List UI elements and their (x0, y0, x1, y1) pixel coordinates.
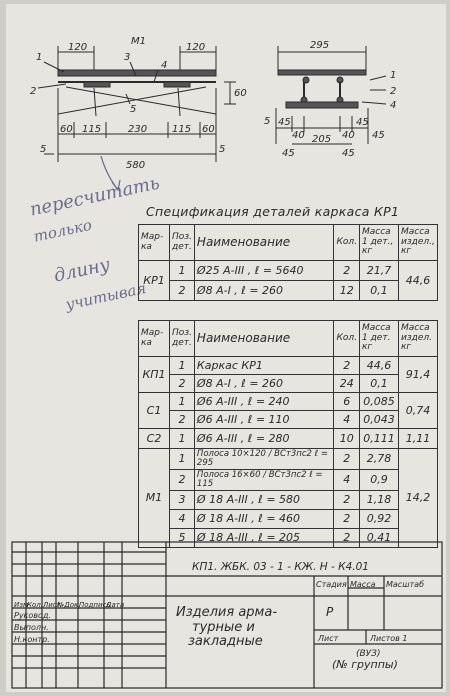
cell-pos: 2 (170, 281, 195, 301)
cell-total: 0,74 (399, 393, 438, 429)
r-dim-b3: 45 (356, 117, 369, 128)
r-dim-b0: 45 (278, 117, 291, 128)
stamp-title-1: Изделия арма- (176, 605, 278, 620)
stage-value: Р (326, 605, 334, 619)
spec2-h-total: Масса издел. кг (399, 321, 438, 357)
cell-mass: 0,043 (360, 411, 399, 429)
pos-1: 1 (36, 52, 43, 63)
sheet-label: Лист (318, 634, 339, 643)
cell-mass: 21,7 (360, 261, 399, 281)
r-dim-s0: 45 (282, 148, 295, 159)
col-date: Дата (106, 601, 125, 609)
cell-name: Ø6 А-III , ℓ = 240 (194, 393, 334, 411)
cell-name: Ø8 А-I , ℓ = 260 (194, 375, 334, 393)
cell-total: 1,11 (399, 429, 438, 449)
cell-mark: С2 (139, 429, 170, 449)
role-head: Руковод. (14, 611, 51, 620)
cell-pos: 3 (170, 491, 195, 510)
cell-qty: 2 (334, 357, 360, 375)
dim-bottom-2: 230 (128, 124, 148, 135)
spec1-h-name: Наименование (194, 225, 334, 261)
col-doc: №Док. (57, 601, 81, 609)
cell-pos: 1 (170, 357, 195, 375)
cell-name: Каркас КР1 (194, 357, 334, 375)
col-list: Лист (43, 601, 61, 609)
cell-qty: 10 (334, 429, 360, 449)
cell-pos: 4 (170, 510, 195, 529)
cell-qty: 24 (334, 375, 360, 393)
mark-left: 5 (40, 144, 47, 155)
dim-total: 580 (126, 160, 146, 171)
spec1-h-qty: Кол. (334, 225, 360, 261)
cell-pos: 2 (170, 411, 195, 429)
org: (ВУЗ) (356, 649, 381, 659)
cell-name: Ø8 А-I , ℓ = 260 (194, 281, 334, 301)
r-pos-2: 2 (390, 86, 397, 97)
handwritten-note-3: длину (52, 254, 112, 287)
handwritten-note-2: только (32, 215, 94, 246)
spec1-total: 44,6 (399, 261, 438, 301)
pos-2: 2 (30, 86, 37, 97)
cell-name: Полоса 10×120 / ВСт3пс2 ℓ = 295 (194, 449, 334, 470)
cell-qty: 2 (334, 491, 360, 510)
r-pos-4: 4 (390, 100, 397, 111)
cell-pos: 1 (170, 393, 195, 411)
cell-name: Ø 18 А-III , ℓ = 460 (194, 510, 334, 529)
cell-pos: 1 (170, 449, 195, 470)
cell-total: 14,2 (399, 449, 438, 548)
dim-bottom-0: 60 (60, 124, 73, 135)
sheets-label: Листов 1 (370, 634, 408, 643)
r-dim-right: 45 (372, 130, 385, 141)
view-title: М1 (131, 36, 146, 47)
cell-mark: КП1 (139, 357, 170, 393)
cell-qty: 2 (334, 449, 360, 470)
stamp-title-3: закладные (188, 634, 263, 649)
group-number: (№ группы) (332, 658, 398, 671)
r-pos-1: 1 (390, 70, 397, 81)
spec1-mark: КР1 (139, 261, 170, 301)
cell-mass: 44,6 (360, 357, 399, 375)
handwritten-note-4: учитывая (64, 279, 148, 314)
cell-mass: 0,1 (360, 281, 399, 301)
cell-mass: 0,085 (360, 393, 399, 411)
title-block (6, 4, 446, 692)
spec1-title: Спецификация деталей каркаса КР1 (146, 204, 400, 219)
dim-top-left: 120 (68, 42, 88, 53)
cell-name: Ø 18 А-III , ℓ = 205 (194, 529, 334, 548)
dim-side: 60 (234, 88, 247, 99)
cell-name: Ø 18 А-III , ℓ = 580 (194, 491, 334, 510)
cell-pos: 2 (170, 375, 195, 393)
cell-pos: 1 (170, 429, 195, 449)
spec2-h-qty: Кол. (334, 321, 360, 357)
drawing-code: КП1. ЖБК. 03 - 1 - КЖ. Н - К4.01 (192, 561, 369, 573)
dim-bottom-4: 60 (202, 124, 215, 135)
pos-3: 3 (124, 52, 131, 63)
scale-label: Масштаб (386, 580, 425, 589)
cell-mass: 1,18 (360, 491, 399, 510)
spec2-h-mass: Масса 1 дет. кг (360, 321, 399, 357)
cell-mass: 0,1 (360, 375, 399, 393)
cell-qty: 6 (334, 393, 360, 411)
spec2-h-pos: Поз. дет. (170, 321, 195, 357)
cell-name: Ø6 А-III , ℓ = 110 (194, 411, 334, 429)
cell-name: Ø25 А-III , ℓ = 5640 (194, 261, 334, 281)
cell-name: Полоса 16×60 / ВСт3пс2 ℓ = 115 (194, 470, 334, 491)
cell-qty: 4 (334, 470, 360, 491)
cell-qty: 12 (334, 281, 360, 301)
dim-bottom-3: 115 (172, 124, 192, 135)
spec2-h-name: Наименование (194, 321, 334, 357)
mark-right: 5 (219, 144, 226, 155)
role-exec: Выполн. (14, 623, 49, 632)
stage-label: Стадия (316, 580, 347, 589)
cell-mass: 0,9 (360, 470, 399, 491)
cell-mark: М1 (139, 449, 170, 548)
dim-top-right: 120 (186, 42, 206, 53)
cell-qty: 4 (334, 411, 360, 429)
spec1-h-pos: Поз. дет. (170, 225, 195, 261)
cell-mass: 0,92 (360, 510, 399, 529)
spec2-h-mark: Мар-ка (139, 321, 170, 357)
cell-mass: 0,41 (360, 529, 399, 548)
mass-label: Масса (350, 580, 376, 589)
r-dim-top: 295 (310, 40, 330, 51)
cell-qty: 2 (334, 510, 360, 529)
cell-mark: С1 (139, 393, 170, 429)
pos-5: 5 (130, 104, 137, 115)
cell-pos: 5 (170, 529, 195, 548)
cell-pos: 1 (170, 261, 195, 281)
cell-qty: 2 (334, 261, 360, 281)
role-control: Н.контр. (14, 635, 50, 644)
handwritten-note-1: пересчитать (28, 172, 162, 221)
spec1-h-total: Масса издел., кг (399, 225, 438, 261)
cell-mass: 0,111 (360, 429, 399, 449)
cell-total: 91,4 (399, 357, 438, 393)
stamp-title-2: турные и (192, 620, 255, 635)
cell-pos: 2 (170, 470, 195, 491)
pos-4: 4 (161, 60, 168, 71)
spec1-h-mass: Масса 1 дет., кг (360, 225, 399, 261)
col-kol: Кол. (27, 601, 43, 609)
col-sign: Подпись (79, 601, 111, 609)
cell-qty: 2 (334, 529, 360, 548)
r-dim-b2: 40 (342, 130, 355, 141)
r-pos-5: 5 (264, 116, 271, 127)
r-dim-s1: 45 (342, 148, 355, 159)
cell-name: Ø6 А-III , ℓ = 280 (194, 429, 334, 449)
dim-bottom-1: 115 (82, 124, 102, 135)
r-dim-mid: 205 (312, 134, 332, 145)
col-izm: Изм (14, 601, 29, 609)
cell-mass: 2,78 (360, 449, 399, 470)
drawing-sheet (6, 4, 446, 692)
r-dim-b1: 40 (292, 130, 305, 141)
spec1-h-mark: Мар-ка (139, 225, 170, 261)
